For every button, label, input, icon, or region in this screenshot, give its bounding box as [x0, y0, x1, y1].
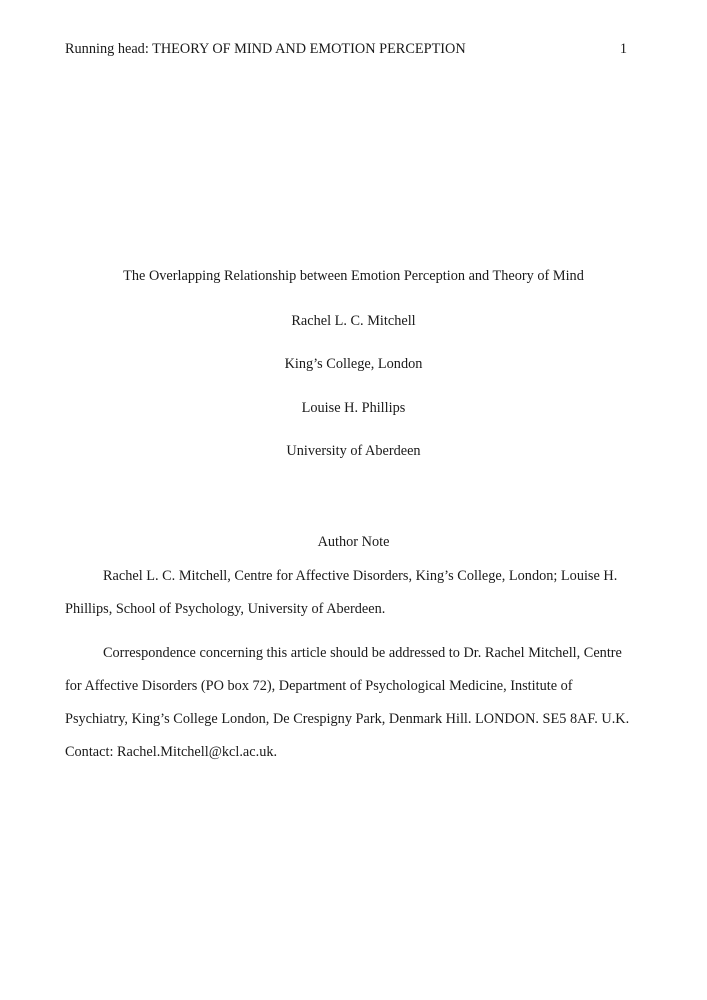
- author-note-heading: Author Note: [317, 534, 390, 550]
- correspondence-line3: Psychiatry, King’s College London, De Crespigny Park, Denmark Hill. LONDON. SE5 8AF. U.K.: [65, 711, 630, 727]
- author-name-1: Rachel L. C. Mitchell: [291, 313, 416, 329]
- correspondence-line4: Contact: Rachel.Mitchell@kcl.ac.uk.: [65, 744, 278, 760]
- author-note-para1-line1: Rachel L. C. Mitchell, Centre for Affective Disorders, King’s College, London; Louise H.: [103, 568, 618, 584]
- page-number: 1: [619, 41, 627, 57]
- correspondence-line2: for Affective Disorders (PO box 72), Department of Psychological Medicine, Institute of: [65, 678, 573, 694]
- paper-title: The Overlapping Relationship between Emotion Perception and Theory of Mind: [123, 268, 584, 284]
- author-name-2: Louise H. Phillips: [301, 400, 406, 416]
- correspondence-line1: Correspondence concerning this article should be addressed to Dr. Rachel Mitchell, Centre: [103, 645, 622, 661]
- author-affiliation-1: King’s College, London: [284, 356, 423, 372]
- author-note-para1-line2: Phillips, School of Psychology, University of Aberdeen.: [65, 601, 386, 617]
- running-head: Running head: THEORY OF MIND AND EMOTION PERCEPTION: [65, 41, 466, 57]
- author-affiliation-2: University of Aberdeen: [286, 443, 421, 459]
